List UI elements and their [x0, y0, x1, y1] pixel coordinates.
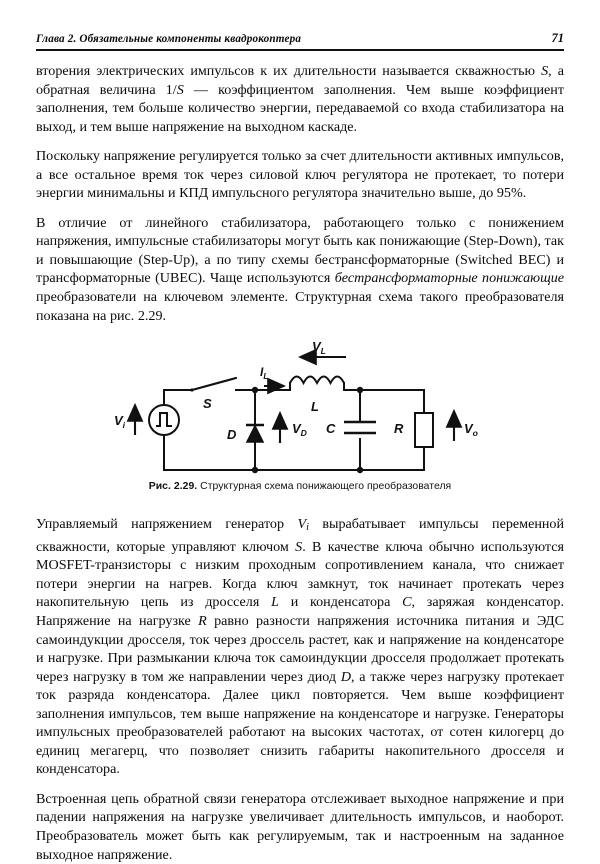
figure-caption: [36, 481, 564, 492]
label-resistor: R: [394, 421, 404, 436]
junction-dots: [252, 387, 363, 473]
capacitor-symbol: [344, 422, 376, 433]
p1-seg3: — коэффициентом заполнения. Чем выше коэффициент заполнения, тем больше количество энергии, передаваемой со входа стабилизатора на выход, и тем выше напряжение на выходном каскаде.: [36, 81, 564, 135]
p4-var-r: R: [198, 612, 207, 629]
label-inductor: L: [311, 399, 319, 414]
label-capacitor: C: [326, 421, 336, 436]
p3-italic-term: бестрансформаторные понижающие: [334, 270, 565, 287]
paragraph-4: [36, 515, 564, 779]
p4-var-c: C: [402, 594, 412, 611]
paragraph-2: Поскольку напряжение регулируется только за счет длительности активных импульсов, а все остальное время ток через силовой ключ регулятора не протекает, то потери энергии минимальны и КПД импульсного регулятора значительно выше, до 95%.: [36, 148, 564, 202]
body-text-top: [36, 62, 564, 325]
body-text-bottom: [36, 515, 564, 864]
p3-seg2: преобразователи на ключевом элементе. Структурная схема такого преобразователя показана на рис. 2.29.: [36, 289, 564, 324]
paragraph-5: Встроенная цепь обратной связи генератора отслеживает выходное напряжение и при падении напряжения на нагрузке увеличивает длительность импульсов, и наоборот. Преобразователь может быть как регулируемым, так и настроенным на заданное выходное напряжение.: [36, 790, 564, 863]
p1-seg1: вторения электрических импульсов к их длительности называется скважностью: [36, 63, 542, 79]
p1-seg2: , а обратная величина: [36, 63, 564, 98]
p4-seg3: . В качестве ключа обычно используются MOSFET-транзисторы с низким проходным сопротивлением канала, что снижает потери энергии на нагрев. Когда ключ замкнут, ток начинает протекать через накопительную цепь из дросселя: [36, 538, 564, 611]
p4-seg1: Управляемый напряжением генератор: [36, 516, 298, 532]
paragraph-3: [36, 214, 564, 325]
figure-caption-text: Структурная схема понижающего преобразователя: [197, 481, 452, 492]
p4-seg2: вырабатывает импульсы переменной скважности, которые управляют ключом: [36, 516, 564, 555]
p4-var-vi: V: [297, 516, 307, 532]
diode-symbol: [246, 414, 264, 444]
p4-seg4: и конденсатора: [278, 594, 403, 611]
page-number: 71: [551, 31, 564, 45]
label-source-voltage: $V_i$: [114, 413, 126, 430]
paragraph-1: [36, 62, 564, 136]
p1-var-s: S: [541, 63, 549, 79]
p4-seg5: , заряжая конденсатор. Напряжение на нагрузке: [36, 594, 564, 629]
switch-symbol: [190, 378, 236, 392]
figure-buck-converter-schematic: [36, 331, 564, 496]
inductor-symbol: [290, 377, 344, 384]
p4-var-d: D: [340, 668, 352, 685]
chapter-title: Глава 2. Обязательные компоненты квадрокоптера: [36, 33, 302, 45]
figure-caption-label: Рис. 2.29.: [148, 481, 198, 492]
p4-var-vi-sub: i: [306, 522, 309, 534]
label-diode-voltage: $V_D$: [292, 421, 307, 438]
p4-var-s: S: [295, 538, 303, 555]
p4-seg7: , а также через нагрузку протекает ток разряда конденсатора. Далее цикл повторяется. Чем выше коэффициент заполнения импульсов, тем выше напряжение на конденсаторе и нагрузке. Генераторы импульсных преобразователей работают на высоких частотах, от сотен килогерц до единиц мегагерц, что позволяет снизить габариты накопительного дросселя и конденсатора.: [36, 668, 564, 778]
p1-frac: 1/: [165, 81, 177, 98]
pulse-source-symbol: [149, 405, 179, 435]
p1-var-s2: S: [176, 81, 184, 98]
running-head: [36, 31, 564, 46]
label-switch: S: [203, 396, 212, 411]
label-output-voltage: $V_o$: [464, 421, 478, 438]
resistor-symbol: [415, 413, 433, 447]
label-inductor-current: $I_L$: [260, 365, 269, 381]
p3-seg1: В отличие от линейного стабилизатора, работающего только с понижением напряжения, импульсные стабилизаторы могут быть как понижающие (Step-Down), так и повышающие (Step-Up), а по типу схемы бестрансформаторные (Switched BEC) и трансформаторные (UBEC). Чаще используются: [36, 214, 564, 287]
label-inductor-voltage: $V_L$: [312, 339, 326, 356]
header-divider: [36, 49, 564, 51]
label-diode: D: [227, 427, 237, 442]
p4-var-l: L: [271, 594, 279, 611]
p4-seg6: равно разности напряжения источника питания и ЭДС самоиндукции дросселя, ток через дроссель растет, как и напряжение на конденсаторе и нагрузке. При размыкании ключа ток самоиндукции дросселя продолжает протекать через нагрузку в том же направлении через диод: [36, 612, 564, 685]
